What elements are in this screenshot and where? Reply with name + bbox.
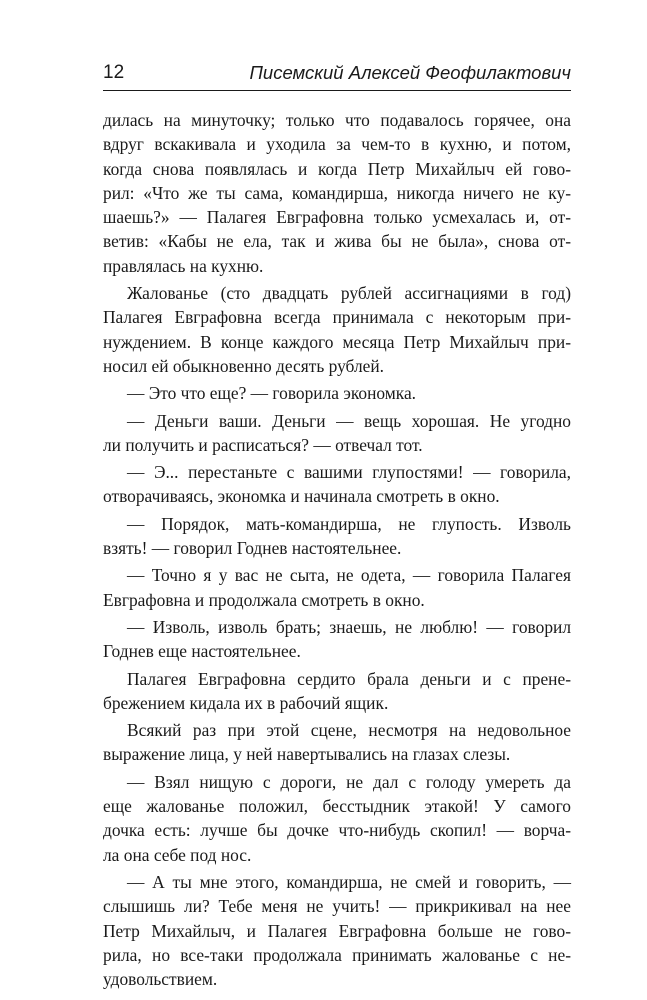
paragraph (103, 281, 571, 378)
text-line: Всякий раз при этой сцене, несмотря на недовольное (127, 720, 571, 741)
text-line: — Деньги ваши. Деньги — вещь хорошая. Не угодно (127, 410, 571, 431)
text-line: дилась на минуточку; только что подавалось горячее, она (103, 110, 571, 130)
text-line: рила, но все-таки продолжала принимать жалованье с не- (103, 944, 571, 965)
text-line: дочка есть: лучше бы дочке что-нибудь скопил! — ворча- (103, 820, 571, 841)
paragraph (103, 563, 571, 612)
paragraph (103, 770, 571, 867)
text-line: нуждением. В конце каждого месяца Петр Михайлыч при- (103, 331, 571, 352)
paragraph (103, 108, 571, 278)
paragraph (103, 615, 571, 664)
text-line: выражение лица, у ней навертывались на глазах слезы. (103, 744, 511, 765)
text-line: Годнев еще настоятельнее. (103, 641, 301, 662)
text-line: отворачиваясь, экономка и начинала смотреть в окно. (103, 486, 500, 507)
text-line: Палагея Евграфовна сердито брала деньги и с прене- (127, 668, 571, 689)
paragraph (103, 870, 571, 991)
text-line: Жалованье (сто двадцать рублей ассигнациями в год) (127, 283, 571, 304)
text-line: — Порядок, мать-командирша, не глупость. Изволь (127, 513, 571, 534)
text-line: — Точно я у вас не сыта, не одета, — говорила Палагея (127, 565, 571, 586)
running-title: Писемский Алексей Феофилактович (249, 62, 571, 83)
running-head (103, 60, 571, 91)
text-line: носил ей обыкновенно десять рублей. (103, 355, 385, 376)
text-line: ли получить и расписаться? — отвечал тот. (103, 434, 423, 455)
paragraph (103, 381, 571, 405)
paragraph (103, 512, 571, 561)
text-line: шаешь?» — Палагея Евграфовна только усмехалась и, от- (103, 207, 571, 228)
text-line: — Это что еще? — говорила экономка. (127, 383, 417, 404)
body-text (103, 108, 571, 994)
text-line: удовольствием. (103, 969, 218, 990)
paragraph (103, 718, 571, 767)
text-line: — Взял нищую с дороги, не дал с голоду умереть да (127, 771, 571, 792)
text-line: — А ты мне этого, командирша, не смей и говорить, — (127, 871, 571, 892)
text-line: — Изволь, изволь брать; знаешь, не люблю! — говорил (127, 616, 571, 637)
paragraph (103, 409, 571, 458)
text-line: правлялась на кухню. (103, 255, 264, 276)
text-line: Палагея Евграфовна всегда принимала с некоторым при- (103, 307, 571, 328)
text-line: слышишь ли? Тебе меня не учить! — прикрикивал на нее (103, 896, 571, 917)
text-line: взять! — говорил Годнев настоятельнее. (103, 538, 402, 559)
text-line: когда снова появлялась и когда Петр Михайлыч ей гово- (103, 158, 571, 179)
paragraph (103, 460, 571, 509)
text-line: еще жалованье положил, бесстыдник этакой! У самого (103, 796, 571, 817)
text-line: — Э... перестаньте с вашими глупостями! — говорила, (127, 462, 571, 483)
text-line: ла она себе под нос. (103, 844, 252, 865)
text-line: ветив: «Кабы не ела, так и жива бы не была», снова от- (103, 231, 571, 252)
page-number: 12 (103, 62, 125, 83)
paragraph (103, 667, 571, 716)
text-line: Евграфовна и продолжала смотреть в окно. (103, 589, 425, 610)
text-line: Петр Михайлыч, и Палагея Евграфовна больше не гово- (103, 920, 571, 941)
text-line: вдруг вскакивала и уходила за чем-то в кухню, и потом, (103, 134, 571, 155)
text-line: брежением кидала их в рабочий ящик. (103, 692, 389, 713)
text-line: рил: «Что же ты сама, командирша, никогда ничего не ку- (103, 182, 571, 203)
